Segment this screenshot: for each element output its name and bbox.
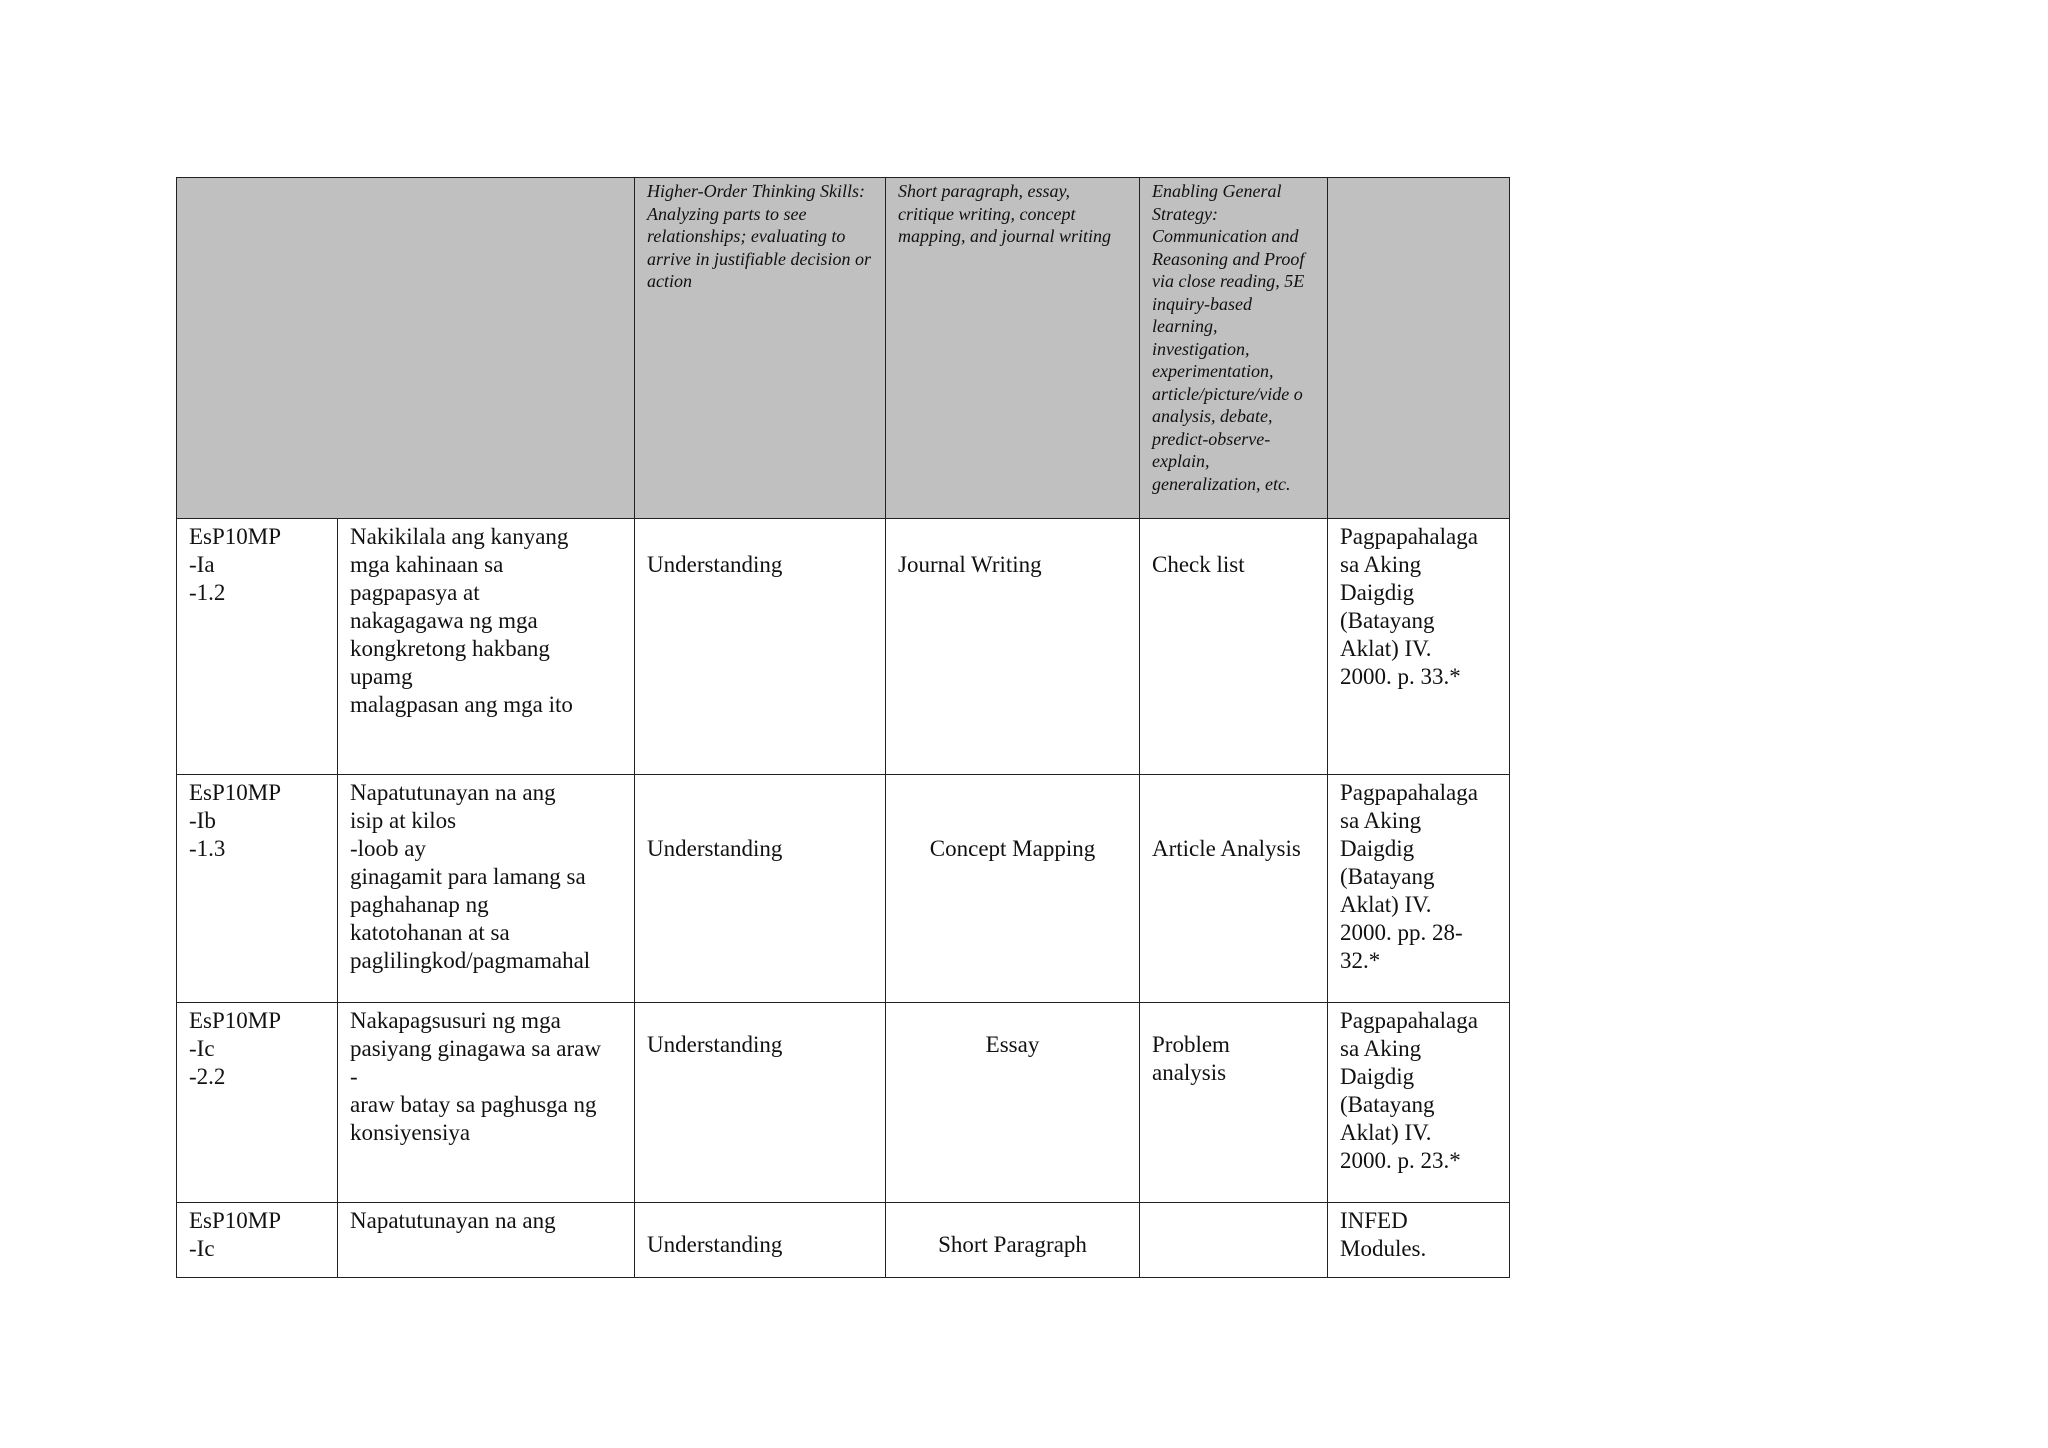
competency-text: Napatutunayan na ang [338,1203,635,1278]
curriculum-table [176,177,1510,1278]
header-product: Short paragraph, essay, critique writing, concept mapping, and journal writing [886,178,1140,519]
cognitive-level: Understanding [635,775,886,1003]
product-type: Concept Mapping [886,775,1140,1003]
competency-text: Nakapagsusuri ng mga pasiyang ginagawa sa araw - araw batay sa paghusga ng konsiyensiya [338,1003,635,1203]
learning-resources: Pagpapahalaga sa Aking Daigdig (Batayang Aklat) IV. 2000. p. 23.* [1328,1003,1510,1203]
competency-text: Nakikilala ang kanyang mga kahinaan sa pagpapasya at nakagagawa ng mga kongkretong hakbang upamg malagpasan ang mga ito [338,519,635,775]
table-row [177,775,1510,1003]
product-type: Journal Writing [886,519,1140,775]
product-type: Short Paragraph [886,1203,1140,1278]
table-row [177,1203,1510,1278]
header-empty-cell [177,178,635,519]
assessment-type: Check list [1140,519,1328,775]
learning-resources: INFED Modules. [1328,1203,1510,1278]
learning-resources: Pagpapahalaga sa Aking Daigdig (Batayang Aklat) IV. 2000. pp. 28- 32.* [1328,775,1510,1003]
table-header-row [177,178,1510,519]
competency-code: EsP10MP -Ic -2.2 [177,1003,338,1203]
table-row [177,519,1510,775]
cognitive-level: Understanding [635,1203,886,1278]
competency-text: Napatutunayan na ang isip at kilos -loob ay ginagamit para lamang sa paghahanap ng katotohanan at sa paglilingkod/pagmamahal [338,775,635,1003]
competency-code: EsP10MP -Ib -1.3 [177,775,338,1003]
header-cognitive-level: Higher-Order Thinking Skills: Analyzing parts to see relationships; evaluating to arrive in justifiable decision or action [635,178,886,519]
header-strategy: Enabling General Strategy: Communication and Reasoning and Proof via close reading, 5E inquiry-based learning, investigation, experimentation, article/picture/vide o analysis, debate, predict-observe-explain, generalization, etc. [1140,178,1328,519]
product-type: Essay [886,1003,1140,1203]
header-resources-empty [1328,178,1510,519]
assessment-type [1140,1203,1328,1278]
cognitive-level: Understanding [635,519,886,775]
assessment-type: Problem analysis [1140,1003,1328,1203]
competency-code: EsP10MP -Ic [177,1203,338,1278]
competency-code: EsP10MP -Ia -1.2 [177,519,338,775]
learning-resources: Pagpapahalaga sa Aking Daigdig (Batayang Aklat) IV. 2000. p. 33.* [1328,519,1510,775]
table-row [177,1003,1510,1203]
cognitive-level: Understanding [635,1003,886,1203]
assessment-type: Article Analysis [1140,775,1328,1003]
